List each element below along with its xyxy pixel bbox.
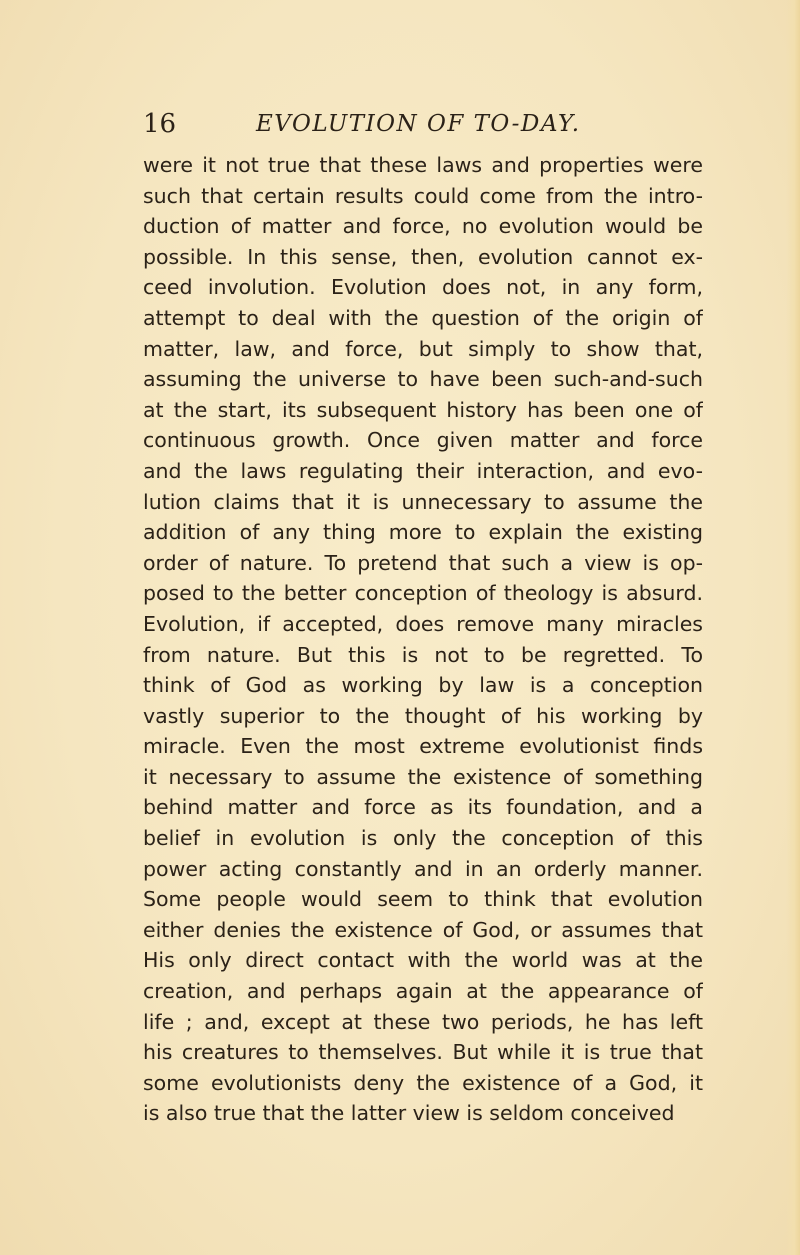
- text-line: Some people would seem to think that evolution: [143, 887, 703, 912]
- text-line: from nature. But this is not to be regretted. To: [143, 642, 703, 667]
- text-line: His only direct contact with the world was at the: [143, 948, 703, 973]
- text-line: belief in evolution is only the conception of this: [143, 826, 703, 851]
- text-line: behind matter and force as its foundation, and a: [143, 795, 703, 820]
- text-line: lution claims that it is unnecessary to assume the: [143, 489, 703, 514]
- text-line: either denies the existence of God, or assumes that: [143, 917, 703, 942]
- running-title: EVOLUTION OF TO-DAY.: [256, 111, 581, 137]
- text-line: life ; and, except at these two periods, he has left: [143, 1009, 703, 1034]
- text-line: vastly superior to the thought of his working by: [143, 703, 703, 728]
- text-line: posed to the better conception of theology is absurd.: [143, 581, 703, 606]
- text-line: some evolutionists deny the existence of a God, it: [143, 1070, 703, 1095]
- text-line: think of God as working by law is a conception: [143, 673, 703, 698]
- text-line: miracle. Even the most extreme evolutionist finds: [143, 734, 703, 759]
- text-line: Evolution, if accepted, does remove many miracles: [143, 611, 703, 636]
- text-line: is also true that the latter view is seldom conceived: [143, 1101, 675, 1126]
- text-line: addition of any thing more to explain the existing: [143, 520, 703, 545]
- text-line: his creatures to themselves. But while it is true that: [143, 1040, 703, 1065]
- text-line: attempt to deal with the question of the origin of: [143, 305, 703, 330]
- text-line: and the laws regulating their interaction, and evo-: [143, 458, 703, 483]
- text-line: were it not true that these laws and properties were: [143, 153, 703, 177]
- text-line: possible. In this sense, then, evolution cannot ex-: [143, 244, 703, 269]
- text-line: order of nature. To pretend that such a view is op-: [143, 550, 703, 575]
- page-header: [143, 104, 703, 144]
- page-edge-shadow: [786, 0, 800, 1255]
- page-number: 16: [143, 109, 177, 139]
- text-line: creation, and perhaps again at the appearance of: [143, 979, 703, 1004]
- text-line: duction of matter and force, no evolution would be: [143, 214, 703, 239]
- text-line: such that certain results could come from the intro-: [143, 183, 703, 208]
- text-line: at the start, its subsequent history has been one of: [143, 397, 703, 422]
- body-text: [143, 150, 703, 1129]
- text-line: assuming the universe to have been such-and-such: [143, 367, 703, 392]
- text-line: continuous growth. Once given matter and force: [143, 428, 703, 453]
- text-line: power acting constantly and in an orderly manner.: [143, 856, 703, 881]
- text-line: it necessary to assume the existence of something: [143, 764, 703, 789]
- text-line: matter, law, and force, but simply to show that,: [143, 336, 703, 361]
- text-line: ceed involution. Evolution does not, in any form,: [143, 275, 703, 300]
